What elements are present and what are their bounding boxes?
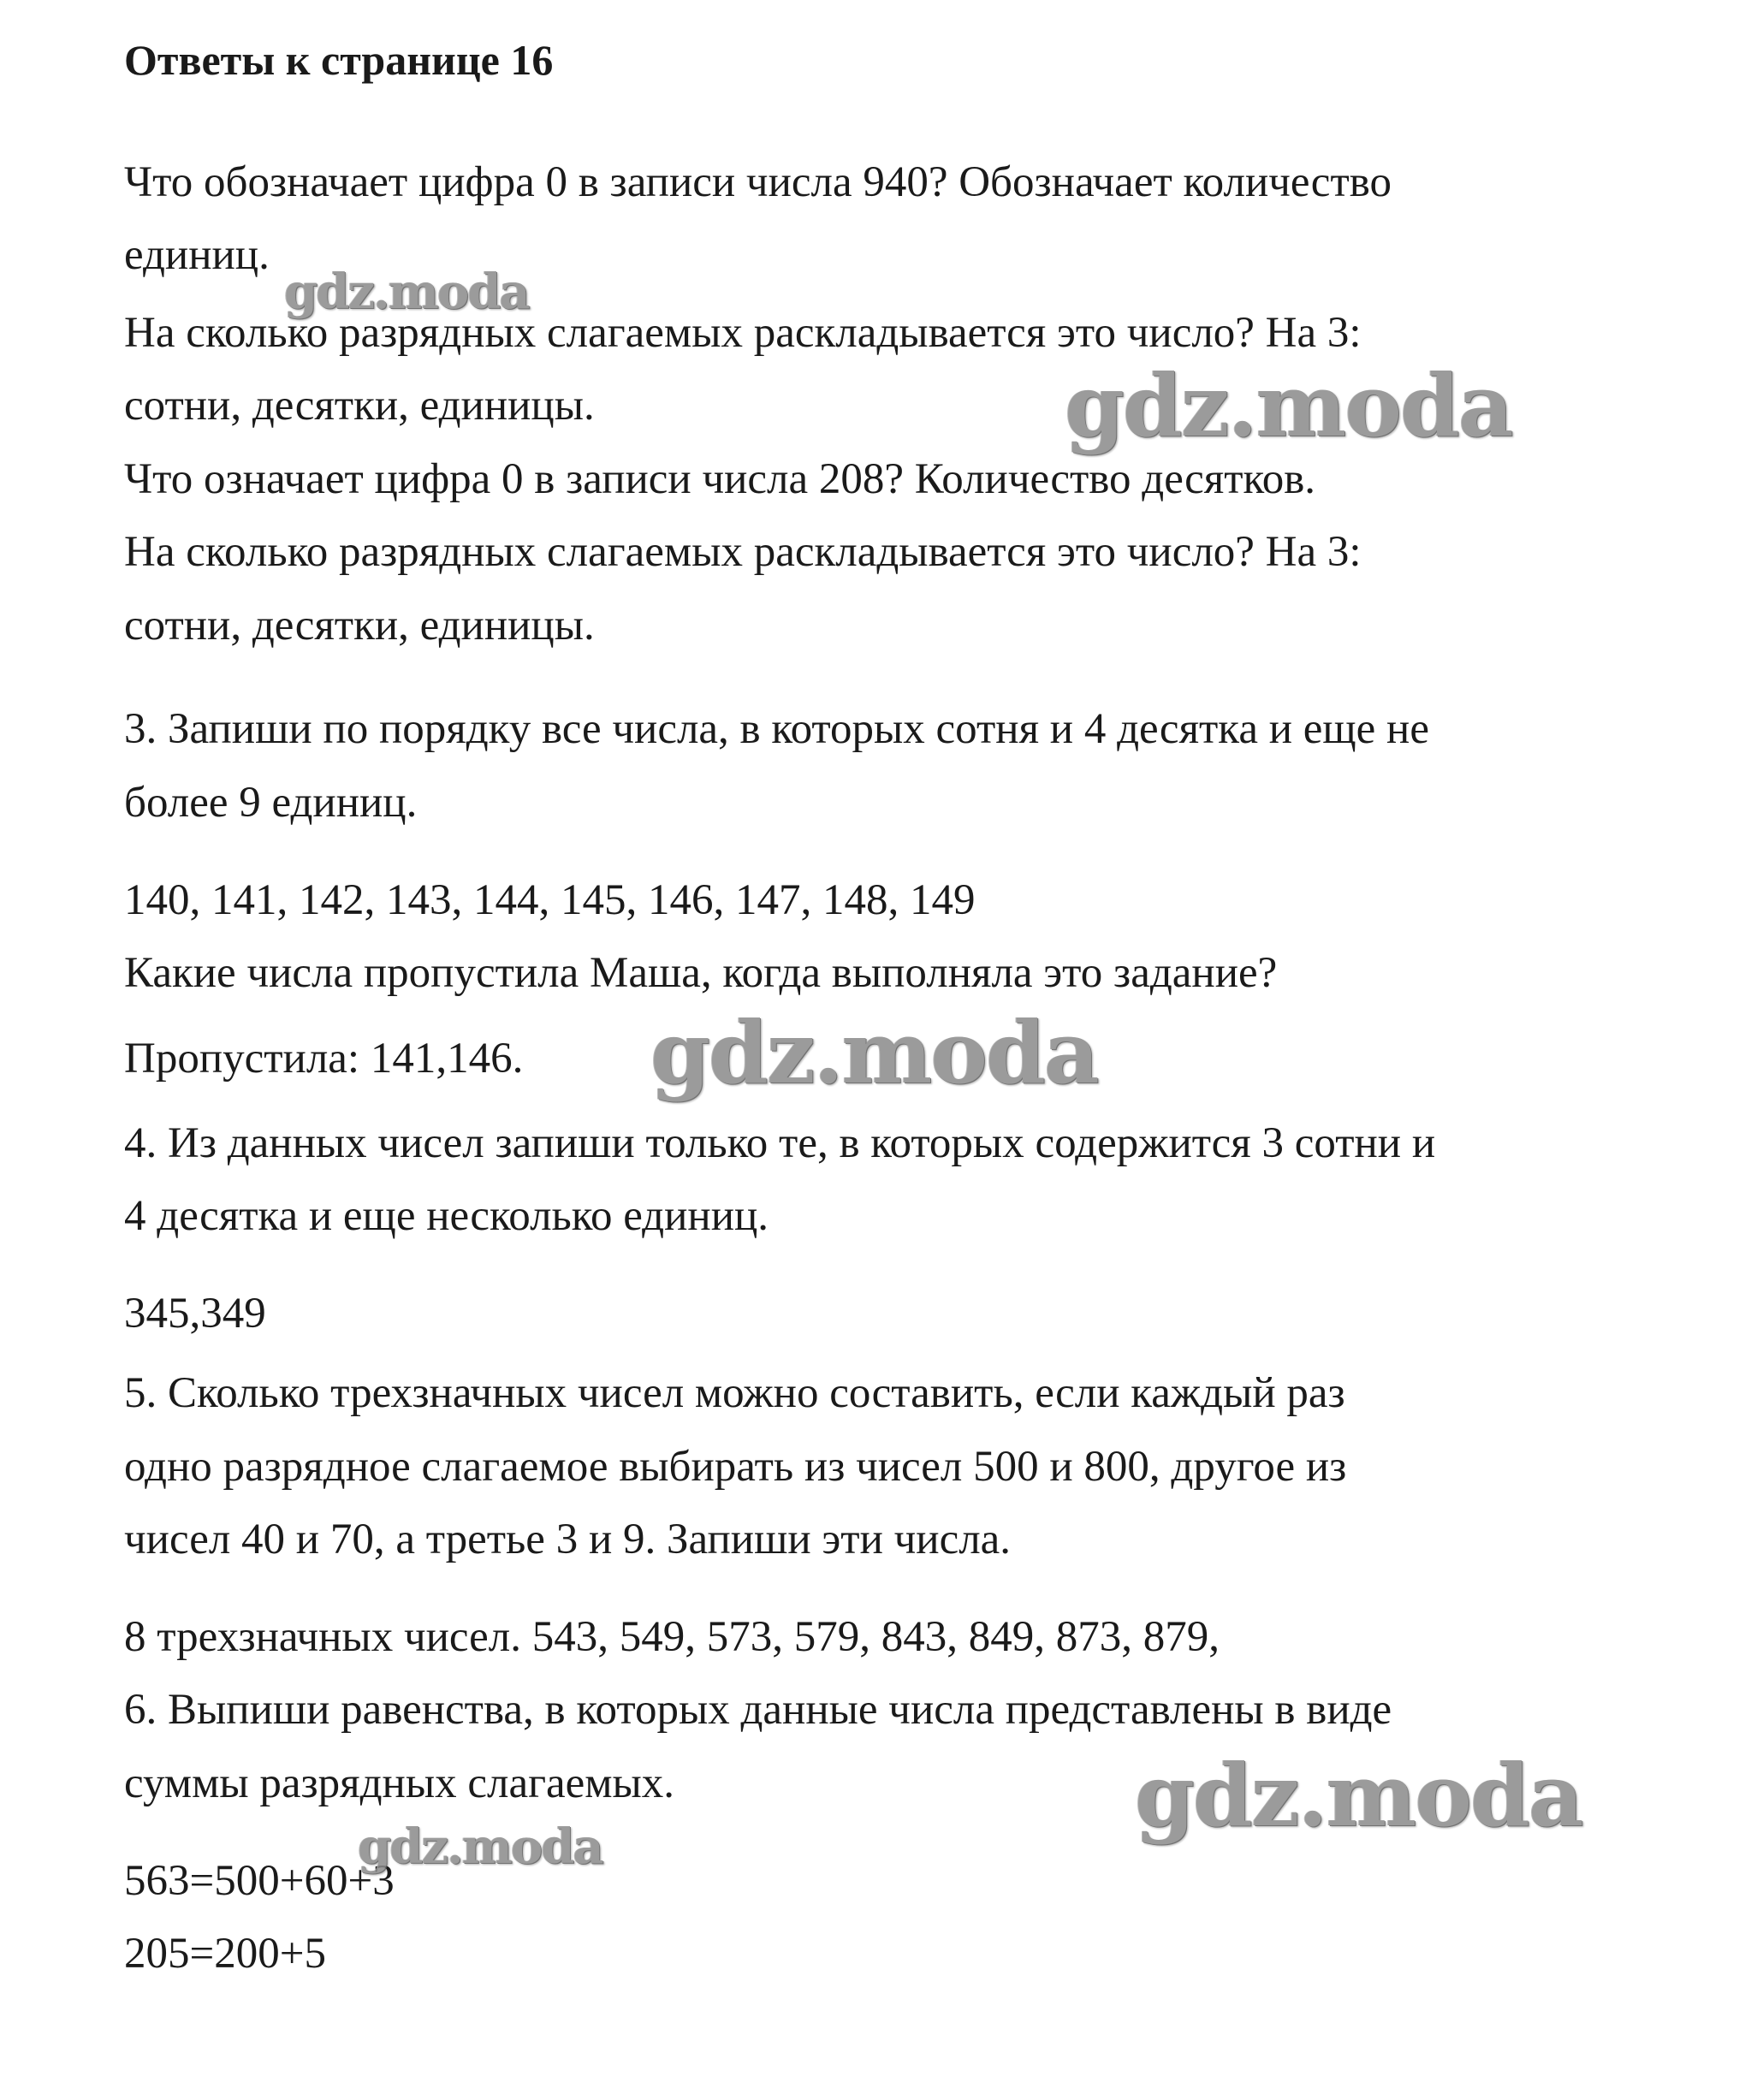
text-line: одно разрядное слагаемое выбирать из чисел 500 и 800, другое из: [124, 1443, 1347, 1491]
watermark: gdz.moda: [358, 1818, 602, 1875]
text-line: Что означает цифра 0 в записи числа 208? Количество десятков.: [124, 455, 1316, 503]
watermark: gdz.moda: [650, 1002, 1098, 1103]
text-line: единиц.: [124, 231, 270, 279]
text-line: 4 десятка и еще несколько единиц.: [124, 1192, 769, 1240]
watermark: gdz.moda: [1135, 1745, 1582, 1846]
text-line: сотни, десятки, единицы.: [124, 382, 595, 430]
text-line: 4. Из данных чисел запиши только те, в которых содержится 3 сотни и: [124, 1119, 1436, 1167]
watermark: gdz.moda: [1065, 355, 1512, 456]
watermark: gdz.moda: [284, 264, 529, 320]
page-title: Ответы к странице 16: [124, 36, 554, 84]
text-line: На сколько разрядных слагаемых раскладывается это число? На 3:: [124, 309, 1362, 357]
text-line: Что обозначает цифра 0 в записи числа 940? Обозначает количество: [124, 158, 1392, 206]
text-line: 205=200+5: [124, 1930, 327, 1978]
text-line: 5. Сколько трехзначных чисел можно составить, если каждый раз: [124, 1369, 1345, 1417]
text-line: 3. Запиши по порядку все числа, в которых сотня и 4 десятка и еще не: [124, 705, 1429, 753]
text-line: На сколько разрядных слагаемых раскладывается это число? На 3:: [124, 528, 1362, 576]
text-line: 345,349: [124, 1290, 266, 1338]
text-line: Пропустила: 141,146.: [124, 1035, 524, 1083]
text-line: 140, 141, 142, 143, 144, 145, 146, 147, 148, 149: [124, 876, 976, 924]
text-line: более 9 единиц.: [124, 779, 418, 827]
text-line: чисел 40 и 70, а третье 3 и 9. Запиши эти числа.: [124, 1516, 1012, 1563]
text-line: суммы разрядных слагаемых.: [124, 1759, 675, 1807]
text-line: сотни, десятки, единицы.: [124, 602, 595, 650]
text-line: 563=500+60+3: [124, 1857, 395, 1905]
text-line: 8 трехзначных чисел. 543, 549, 573, 579, 843, 849, 873, 879,: [124, 1613, 1220, 1661]
text-line: 6. Выпиши равенства, в которых данные числа представлены в виде: [124, 1686, 1392, 1734]
text-line: Какие числа пропустила Маша, когда выполняла это задание?: [124, 949, 1278, 997]
